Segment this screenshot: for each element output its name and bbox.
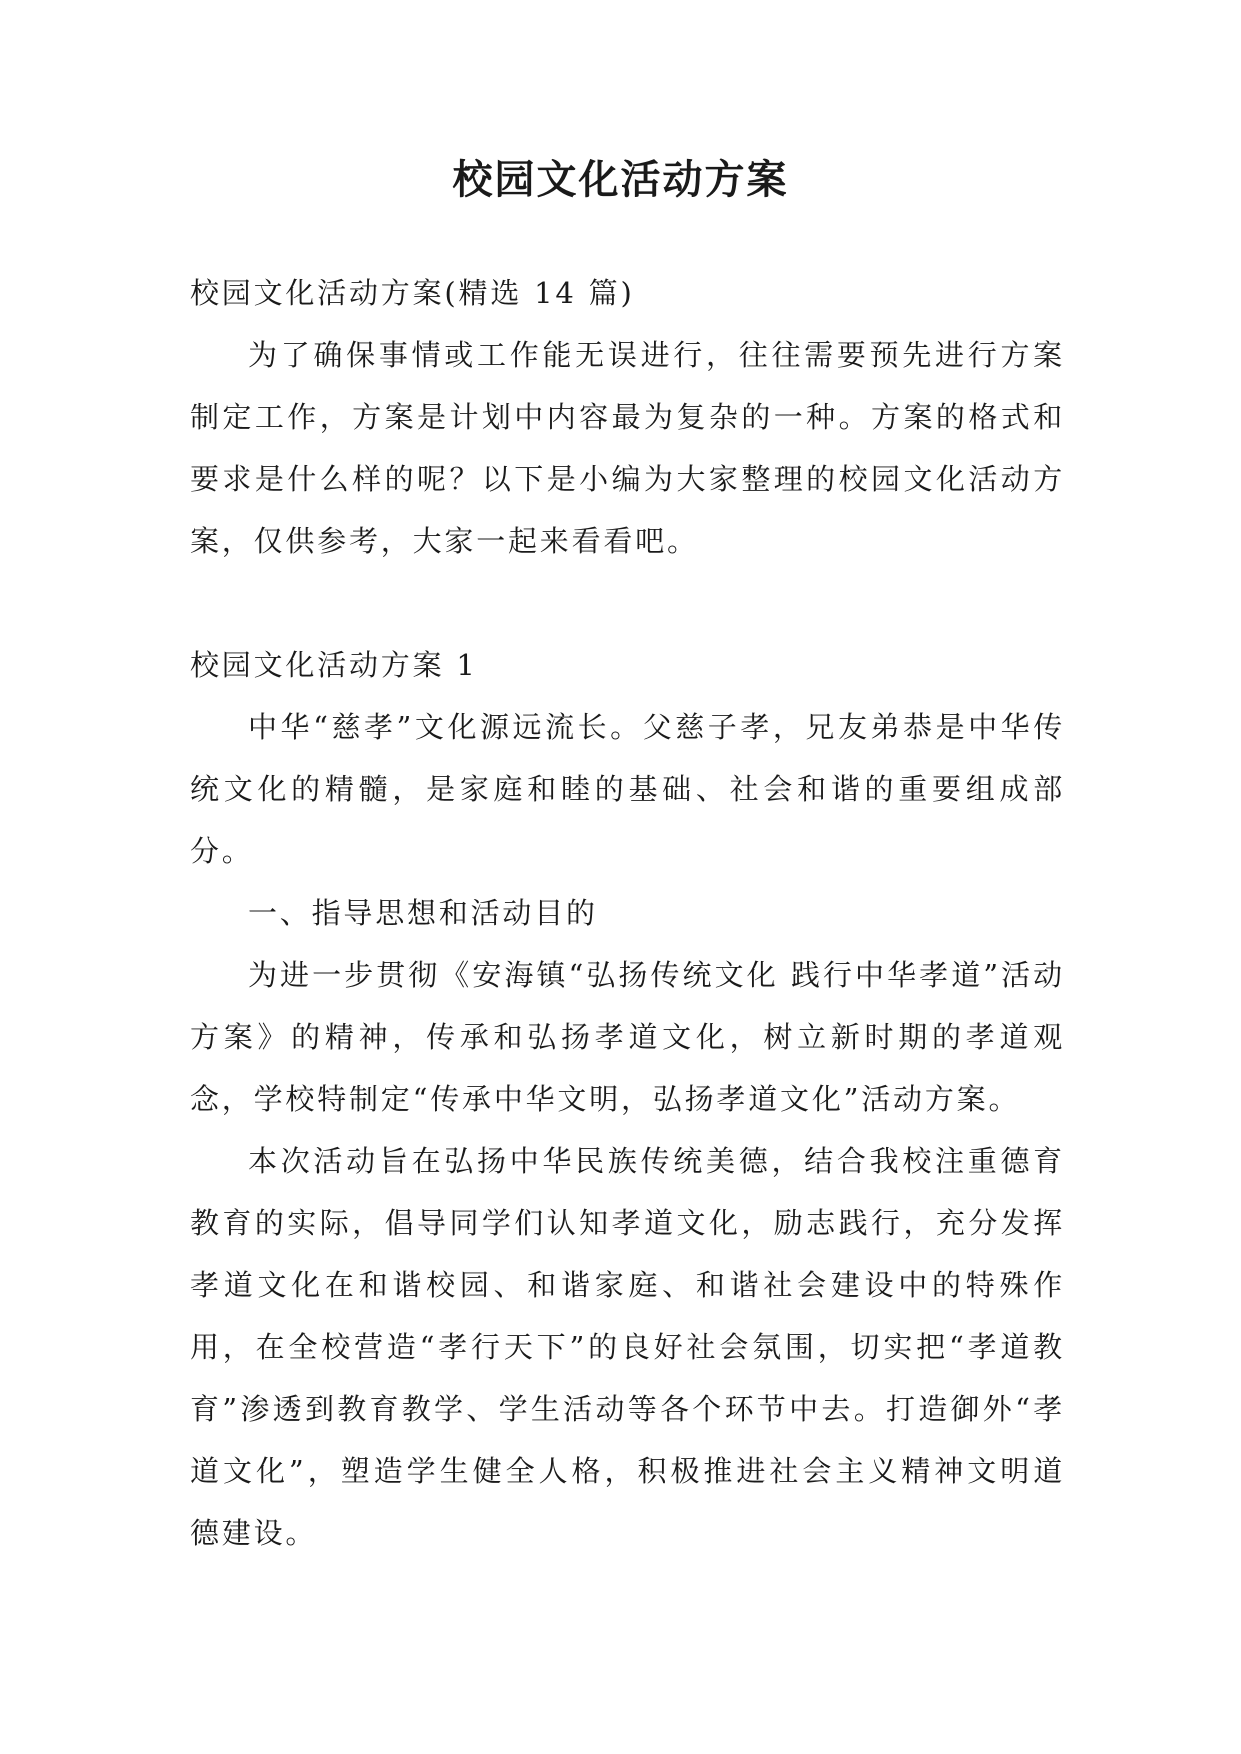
intro-paragraph: 为了确保事情或工作能无误进行，往往需要预先进行方案制定工作，方案是计划中内容最为复杂的一种。方案的格式和要求是什么样的呢？以下是小编为大家整理的校园文化活动方案，仅供参考，大家一起来看看吧。 <box>190 338 1065 558</box>
paragraph-spacer <box>190 572 1065 634</box>
body-paragraph: 本次活动旨在弘扬中华民族传统美德，结合我校注重德育教育的实际，倡导同学们认知孝道文化，励志践行，充分发挥孝道文化在和谐校园、和谐家庭、和谐社会建设中的特殊作用，在全校营造“孝行天下”的良好社会氛围，切实把“孝道教育”渗透到教育教学、学生活动等各个环节中去。打造御外“孝道文化”，塑造学生健全人格，积极推进社会主义精神文明道德建设。 <box>190 1144 1065 1550</box>
body-paragraph: 为进一步贯彻《安海镇“弘扬传统文化 践行中华孝道”活动方案》的精神，传承和弘扬孝道文化，树立新时期的孝道观念，学校特制定“传承中华文明，弘扬孝道文化”活动方案。 <box>190 958 1065 1116</box>
document-subtitle: 校园文化活动方案(精选 14 篇) <box>190 276 635 310</box>
document-body <box>190 262 1065 1564</box>
section-title: 校园文化活动方案 1 <box>190 648 478 682</box>
body-paragraph: 中华“慈孝”文化源远流长。父慈子孝，兄友弟恭是中华传统文化的精髓，是家庭和睦的基础、社会和谐的重要组成部分。 <box>190 710 1065 868</box>
subsection-heading: 一、指导思想和活动目的 <box>248 896 598 930</box>
document-title: 校园文化活动方案 <box>452 156 789 203</box>
